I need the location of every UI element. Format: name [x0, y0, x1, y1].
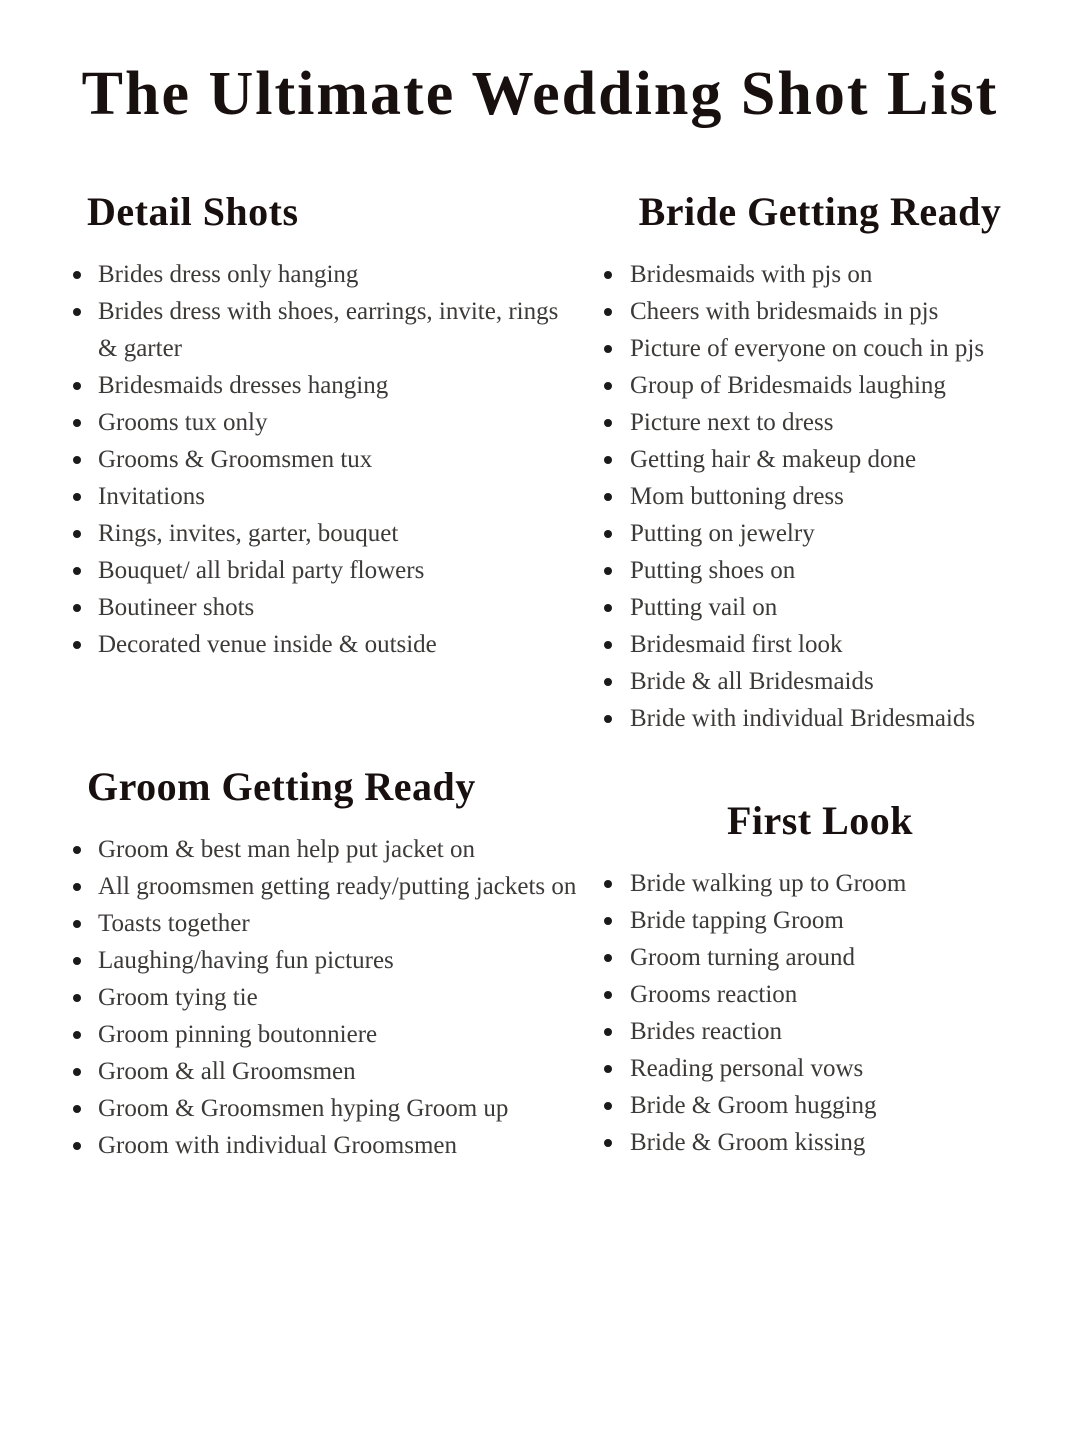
- bullet-icon: [73, 604, 81, 612]
- shot-item-text: Groom tying tie: [98, 984, 258, 1011]
- shot-item-text: Putting shoes on: [630, 557, 796, 584]
- wedding-shot-list-page: [0, 60, 1080, 1444]
- shot-item-text: Bride walking up to Groom: [630, 870, 907, 897]
- shot-list-item: [73, 626, 582, 663]
- shot-list-item: [600, 367, 1040, 404]
- bullet-icon: [73, 1068, 81, 1076]
- shot-item-text: Putting on jewelry: [630, 520, 815, 547]
- shot-list-item: [73, 905, 582, 942]
- shot-item-text: Bride & all Bridesmaids: [630, 668, 874, 695]
- shot-list-item: [73, 367, 582, 404]
- bullet-icon: [604, 456, 612, 464]
- detail-shots-list: [73, 256, 582, 663]
- bullet-icon: [604, 308, 612, 316]
- shot-item-text: Brides reaction: [630, 1018, 783, 1045]
- shot-list-item: [600, 441, 1040, 478]
- bullet-icon: [73, 382, 81, 390]
- bullet-icon: [604, 1065, 612, 1073]
- bullet-icon: [73, 456, 81, 464]
- shot-list-item: [73, 589, 582, 626]
- bullet-icon: [73, 308, 81, 316]
- shot-list-item: [600, 515, 1040, 552]
- bullet-icon: [73, 271, 81, 279]
- shot-item-text: Picture next to dress: [630, 409, 834, 436]
- shot-item-text: Laughing/having fun pictures: [98, 947, 394, 974]
- bullet-icon: [604, 678, 612, 686]
- bullet-icon: [604, 493, 612, 501]
- bullet-icon: [604, 530, 612, 538]
- shot-item-text: Groom with individual Groomsmen: [98, 1132, 457, 1159]
- shot-list-item: [73, 831, 582, 868]
- shot-list-item: [600, 700, 1040, 737]
- bullet-icon: [73, 493, 81, 501]
- content-columns: [0, 188, 1080, 1164]
- shot-item-text: Putting vail on: [630, 594, 778, 621]
- shot-item-text: Invitations: [98, 483, 205, 510]
- shot-item-text: Toasts together: [98, 910, 250, 937]
- shot-list-item: [600, 293, 1040, 330]
- bullet-icon: [604, 1102, 612, 1110]
- bullet-icon: [73, 994, 81, 1002]
- shot-item-text: Brides dress with shoes, earrings, invite, rings & garter: [98, 298, 559, 362]
- shot-list-item: [73, 1016, 582, 1053]
- left-column: [87, 188, 582, 1164]
- shot-list-item: [600, 589, 1040, 626]
- shot-list-item: [600, 256, 1040, 293]
- shot-item-text: Mom buttoning dress: [630, 483, 844, 510]
- bullet-icon: [604, 604, 612, 612]
- section-bride-getting-ready: [600, 188, 1040, 737]
- bullet-icon: [73, 567, 81, 575]
- shot-item-text: Bride & Groom kissing: [630, 1129, 866, 1156]
- bullet-icon: [604, 567, 612, 575]
- shot-list-item: [600, 865, 1040, 902]
- shot-list-item: [600, 976, 1040, 1013]
- shot-item-text: Picture of everyone on couch in pjs: [630, 335, 985, 362]
- right-column: [600, 188, 1040, 1164]
- shot-list-item: [600, 939, 1040, 976]
- bullet-icon: [73, 530, 81, 538]
- shot-item-text: Rings, invites, garter, bouquet: [98, 520, 399, 547]
- shot-item-text: Cheers with bridesmaids in pjs: [630, 298, 939, 325]
- shot-item-text: Bride with individual Bridesmaids: [630, 705, 976, 732]
- shot-list-item: [73, 478, 582, 515]
- shot-list-item: [600, 663, 1040, 700]
- shot-item-text: Getting hair & makeup done: [630, 446, 917, 473]
- shot-list-item: [600, 1050, 1040, 1087]
- bullet-icon: [604, 641, 612, 649]
- bullet-icon: [604, 419, 612, 427]
- shot-list-item: [600, 552, 1040, 589]
- shot-list-item: [600, 626, 1040, 663]
- section-groom-getting-ready: [87, 763, 582, 1164]
- shot-item-text: Decorated venue inside & outside: [98, 631, 437, 658]
- groom-getting-ready-list: [73, 831, 582, 1164]
- shot-list-item: [73, 404, 582, 441]
- shot-list-item: [600, 1124, 1040, 1161]
- shot-item-text: Bridesmaids dresses hanging: [98, 372, 389, 399]
- bullet-icon: [604, 954, 612, 962]
- shot-list-item: [600, 1087, 1040, 1124]
- bullet-icon: [73, 419, 81, 427]
- shot-list-item: [600, 404, 1040, 441]
- section-title-detail-shots: Detail Shots: [87, 189, 299, 234]
- shot-list-item: [73, 1127, 582, 1164]
- bullet-icon: [604, 1139, 612, 1147]
- shot-list-item: [73, 256, 582, 293]
- bullet-icon: [604, 880, 612, 888]
- shot-list-item: [73, 515, 582, 552]
- bullet-icon: [604, 382, 612, 390]
- shot-list-item: [600, 330, 1040, 367]
- bullet-icon: [73, 641, 81, 649]
- bullet-icon: [73, 1105, 81, 1113]
- shot-item-text: Bouquet/ all bridal party flowers: [98, 557, 425, 584]
- shot-item-text: Reading personal vows: [630, 1055, 864, 1082]
- bullet-icon: [73, 1142, 81, 1150]
- shot-item-text: Boutineer shots: [98, 594, 255, 621]
- shot-list-item: [600, 1013, 1040, 1050]
- section-first-look: [600, 797, 1040, 1161]
- section-title-groom-getting-ready: Groom Getting Ready: [87, 764, 476, 809]
- shot-item-text: Grooms tux only: [98, 409, 268, 436]
- shot-item-text: Bridesmaid first look: [630, 631, 843, 658]
- bullet-icon: [604, 1028, 612, 1036]
- shot-item-text: Groom & best man help put jacket on: [98, 836, 476, 863]
- shot-item-text: Groom & Groomsmen hyping Groom up: [98, 1095, 509, 1122]
- shot-list-item: [73, 293, 582, 367]
- shot-item-text: Group of Bridesmaids laughing: [630, 372, 946, 399]
- bullet-icon: [73, 846, 81, 854]
- shot-item-text: Bride tapping Groom: [630, 907, 844, 934]
- shot-list-item: [73, 868, 582, 905]
- shot-item-text: Grooms & Groomsmen tux: [98, 446, 373, 473]
- shot-list-item: [73, 1090, 582, 1127]
- bullet-icon: [604, 917, 612, 925]
- first-look-list: [600, 865, 1040, 1161]
- shot-item-text: Groom & all Groomsmen: [98, 1058, 356, 1085]
- bullet-icon: [73, 920, 81, 928]
- section-detail-shots: [87, 188, 582, 663]
- shot-item-text: Groom pinning boutonniere: [98, 1021, 378, 1048]
- shot-list-item: [73, 552, 582, 589]
- shot-item-text: All groomsmen getting ready/putting jackets on: [98, 873, 577, 900]
- bullet-icon: [73, 883, 81, 891]
- bullet-icon: [604, 271, 612, 279]
- shot-item-text: Bridesmaids with pjs on: [630, 261, 873, 288]
- shot-item-text: Grooms reaction: [630, 981, 798, 1008]
- shot-item-text: Bride & Groom hugging: [630, 1092, 877, 1119]
- bullet-icon: [604, 991, 612, 999]
- bullet-icon: [604, 715, 612, 723]
- bullet-icon: [604, 345, 612, 353]
- bullet-icon: [73, 1031, 81, 1039]
- shot-list-item: [73, 942, 582, 979]
- shot-item-text: Brides dress only hanging: [98, 261, 359, 288]
- section-title-bride-getting-ready: Bride Getting Ready: [638, 189, 1002, 234]
- section-title-first-look: First Look: [726, 798, 914, 843]
- bullet-icon: [73, 957, 81, 965]
- shot-list-item: [600, 478, 1040, 515]
- shot-list-item: [73, 1053, 582, 1090]
- page-title: The Ultimate Wedding Shot List: [81, 60, 999, 128]
- shot-list-item: [600, 902, 1040, 939]
- shot-item-text: Groom turning around: [630, 944, 855, 971]
- shot-list-item: [73, 979, 582, 1016]
- bride-getting-ready-list: [600, 256, 1040, 737]
- shot-list-item: [73, 441, 582, 478]
